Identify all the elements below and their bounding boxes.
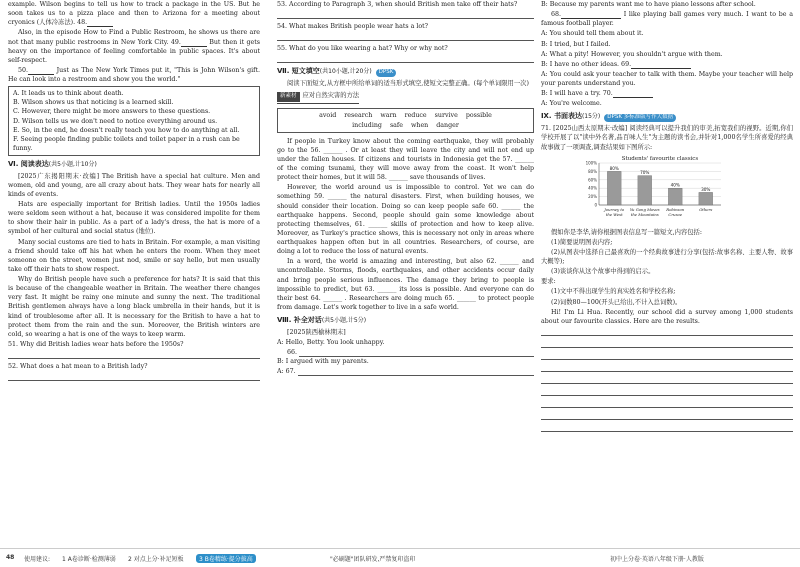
option-a: A. It leads us to think about death. [13,90,124,98]
writing-line[interactable] [541,387,793,396]
word: survive [434,112,458,120]
y-tick-label: 80% [588,168,597,174]
question-55: 55. What do you like wearing a hat? Why or why not? [277,45,448,53]
right-column [541,0,793,548]
section-8-heading: Ⅷ. 补全对话(共5小题,计5分) [277,316,367,325]
blank-67[interactable]: A: 67. [277,367,534,376]
writing-line[interactable] [541,411,793,420]
bar-value-label: 30% [701,186,711,192]
dialogue-b1: B: I argued with my parents. [277,358,369,366]
dialogue-b5: B: I will have a try. 70. [541,89,793,98]
answer-line-54[interactable] [277,32,534,41]
bar-value-label: 70% [640,169,650,175]
blank-66[interactable]: 66. [277,348,534,357]
task-3: (3)谈谈你从这个故事中得到的启示。 [551,268,655,276]
step-2: 2 对点上分·补足短板 [128,556,184,563]
option-d: D. Wilson tells us we don't need to notice everything around us. [13,117,218,125]
writing-line[interactable] [541,375,793,384]
x-tick-label: Others [699,206,713,212]
answer-line-53[interactable] [277,10,534,19]
copyright-note: "必刷题"团队研发,严禁复印盗印 [330,556,416,563]
sec7-paragraph-1: If people in Turkey know about the coming earthquake, they will probably go to the 56. ______ . Or at least they will leave the city and will not end up under the fallen houses. If citizens and tourists in Indonesia get the 57. ______ of the coming tsunami, they will move away from the coast. It won't help protect their homes, but it will 58. ______ save thousands of lives. [277,137,534,182]
word: safe [389,121,403,129]
x-tick-label: Journey to [604,206,625,212]
dialogue-68: 68. I like playing ball games very much. I want to be a famous football player. [541,11,793,28]
word-box [277,108,534,132]
writing-line[interactable] [541,423,793,432]
y-tick-label: 60% [588,177,597,183]
option-b: B. Wilson shows us that noticing is a learned skill. [13,99,174,107]
dialogue-a1: A: Hello, Betty. You look unhappy. [277,338,385,346]
step-1: 1 A卷诊断·检测薄弱 [62,556,116,563]
dialogue-b4: B: I have no other ideas. 69. [541,60,793,69]
page-number: 48 [6,554,15,561]
middle-column [277,0,534,548]
requirements-title: 要求: [541,278,556,286]
y-tick-label: 0 [594,202,597,208]
word: when [411,121,429,129]
writing-start: Hi! I'm Li Hua. Recently, our school did a survey among 1,000 students about our favourite classics. Here are the results. [541,308,793,325]
writing-line[interactable] [541,363,793,372]
writing-line[interactable] [541,351,793,360]
y-tick-label: 20% [588,193,597,199]
sec7-paragraph-3: In a word, the world is amazing and interesting, but also 62. ______ and uncontrollable. Storms, floods, earthquakes, and other accidents occur daily and bring people serious influences. The damage they bring to people is impossible to predict, but 63. ______ its loss is possible. And everyone can do their best 64. ______ . Researchers are doing much 65. ______ to protect people from damage. Let's work together to live in a safe world. [277,258,534,311]
word: warn [380,112,397,120]
bar [607,171,621,205]
bar-chart-svg [581,154,731,224]
writing-line[interactable] [541,327,793,336]
word: reduce [404,112,427,120]
classics-chart [541,154,793,224]
task-2: (2)从图表中选择自己最喜欢的一个经典故事进行分享(包括:故事名称、主要人物、故事大概等); [541,248,793,266]
bar-value-label: 40% [670,182,680,188]
task-intro: 假如你是李华,请你根据图表信息写一篇短文,内容包括: [551,228,702,236]
word: including [352,121,382,129]
word: research [344,112,373,120]
sec7-paragraph-2: However, the world around us is impossible to control. Yet we can do something 59. ______ the natural disasters. First, when building houses, we should consider their location. Doing so can keep people safe 60. ______ the earthquake happens. Second, people should gain some knowledge about protecting themselves, 61. ______ skills of protection and how to keep alive. Moreover, as Turkey's practice shows, this is necessary not only in areas where earthquakes happen often but in all countries. Researchers, of course, are doing a lot to reduce the loss of natural events. [277,184,534,256]
task-1: (1)简要说明图表内容; [551,238,613,246]
answer-line-55[interactable] [277,54,534,63]
intro-paragraph: example. Wilson begins to tell us how to track a package in the US. But he soon takes us to a pizza place and then to Arizona for a meeting about cryonics (人体冷冻法). 48. [8,1,260,27]
dpsk-badge: DPSK [376,69,397,77]
x-tick-label: Robinson [666,206,685,212]
x-tick-label: Yu Gong Moves [629,206,660,212]
option-f: F. Seeing people finding public toilets and toilet paper in a rush can be funny. [13,135,240,152]
bar [638,175,652,204]
material-tag: 新素材 应对自然灾害的方法 [277,91,359,104]
requirement-2: (2)词数80—100(开头已给出,不计入总词数)。 [551,298,682,306]
question-53: 53. According to Paragraph 3, when should British men take off their hats? [277,1,518,8]
dialogue-a6: A: You're welcome. [541,100,602,108]
section-7-heading: Ⅶ. 短文填空(共10小题,计20分) DPSK [277,66,534,77]
usage-tip: 使用建议: [24,556,51,563]
section-9-heading: Ⅸ. 书面表达(15分) DPSK 多标准版写作大数据 [541,111,793,122]
x-tick-label: Crusoe [668,211,683,217]
question-71: 71. [2025山西太原期末·改编] 阅读经典可以提升我们的审美,拓宽我们的视野。近期,你们学校开展了以"读中外名著,品百味人生"为主题的读书会,并针对1,000名学生所喜爱的经典故事做了一项调查,调查结果如下图所示: [541,125,793,151]
question-52: 52. What does a hat mean to a British lady? [8,363,148,371]
option-c: C. However, there might be more answers to these questions. [13,108,211,116]
chart-title: Students' favourite classics [621,155,699,162]
dialogue-a5: A: You could ask your teacher to talk with them. Maybe your teacher will help your parents understand you. [541,70,793,87]
option-e: E. So, in the end, he doesn't really teach you how to do anything at all. [13,126,240,134]
book-title: 初中上分卷·英语八年级下册·人教版 [610,556,704,563]
page-footer [0,548,800,567]
answer-line-51[interactable] [8,350,260,359]
word: possible [465,112,492,120]
paragraph-also: Also, in the episode How to Find a Public Restroom, he shows us there are not that many public restrooms in New York City. 49. But then it gets heavy on the importance of feeling comfortable in public spaces. It's about self-respect. [8,29,260,64]
bar-value-label: 80% [609,165,619,171]
dpsk-writing-badge: DPSK 多标准版写作大数据 [604,114,676,122]
word: avoid [319,112,337,120]
dialogue-b2: B: Because my parents want me to have piano lessons after school. [541,1,756,8]
writing-line[interactable] [541,339,793,348]
x-tick-label: the Mountains [630,211,659,217]
paragraph-50: 50. Just as The New York Times put it, "This is John Wilson's gift. He can look into a restroom and show you the world." [8,66,260,83]
x-tick-label: the West [605,211,623,217]
bar [668,188,682,205]
y-tick-label: 100% [585,160,597,166]
y-tick-label: 40% [588,185,597,191]
sec6-paragraph-1: [2025广东揭阳期末·改编] The British have a special hat culture. Men and women, old and young, are all crazy about hats. They wear hats for nearly all kinds of events. [8,172,260,198]
writing-line[interactable] [541,399,793,408]
sec6-paragraph-2: Hats are especially important for British ladies. Until the 1950s ladies were seldom seen without a hat, because it was considered impolite for them to show their hair in public. As a part of a lady's dress, the hat is more of a symbol of her cultural and social status (地位). [8,201,260,236]
left-column [8,0,260,548]
sec6-paragraph-4: Why do British people have such a preference for hats? It is said that this is because of the changeable weather in Britain. The weather there changes very fast. It might be rainy one minute and sunny the next. The traditional British gentlemen always have a long black umbrella in their hands, but it is kind of troublesome after all. It is necessary for the British to have a hat to protect them from the rain and the sun. Moreover, the British winters are cold, so wearing a hat is one of the ways to keep warm. [8,276,260,338]
section-6-heading: Ⅵ. 阅读表达(共5小题,计10分) [8,160,97,168]
sec6-paragraph-3: Many social customs are tied to hats in Britain. For example, a man visiting a friend should take off his hat when he enters the room. When they meet someone on the street, women just nod, smile or say hello, but men usually take off their hats to show respect. [8,238,260,273]
options-box [8,86,260,156]
word: danger [436,121,459,129]
question-54: 54. What makes British people wear hats a lot? [277,23,429,31]
dialogue-b3: B: I tried, but I failed. [541,40,611,48]
step-3: 3 B卷精练·提分拔高 [196,554,256,563]
requirement-1: (1)文中不得出现学生的真实姓名和学校名称; [551,288,676,296]
dialogue-a4: A: What a pity! However, you shouldn't argue with them. [541,50,723,58]
dialogue-a3: A: You should tell them about it. [541,30,644,38]
question-51: 51. Why did British ladies wear hats before the 1950s? [8,340,184,348]
sec8-source: [2025陕西榆林期末] [287,328,346,336]
answer-line-52[interactable] [8,372,260,381]
bar [699,192,713,205]
sec7-instructions: 阅读下面短文,从方框中所给单词的适当形式填空,使短文完整正确。(每个单词限用一次) [287,80,529,88]
